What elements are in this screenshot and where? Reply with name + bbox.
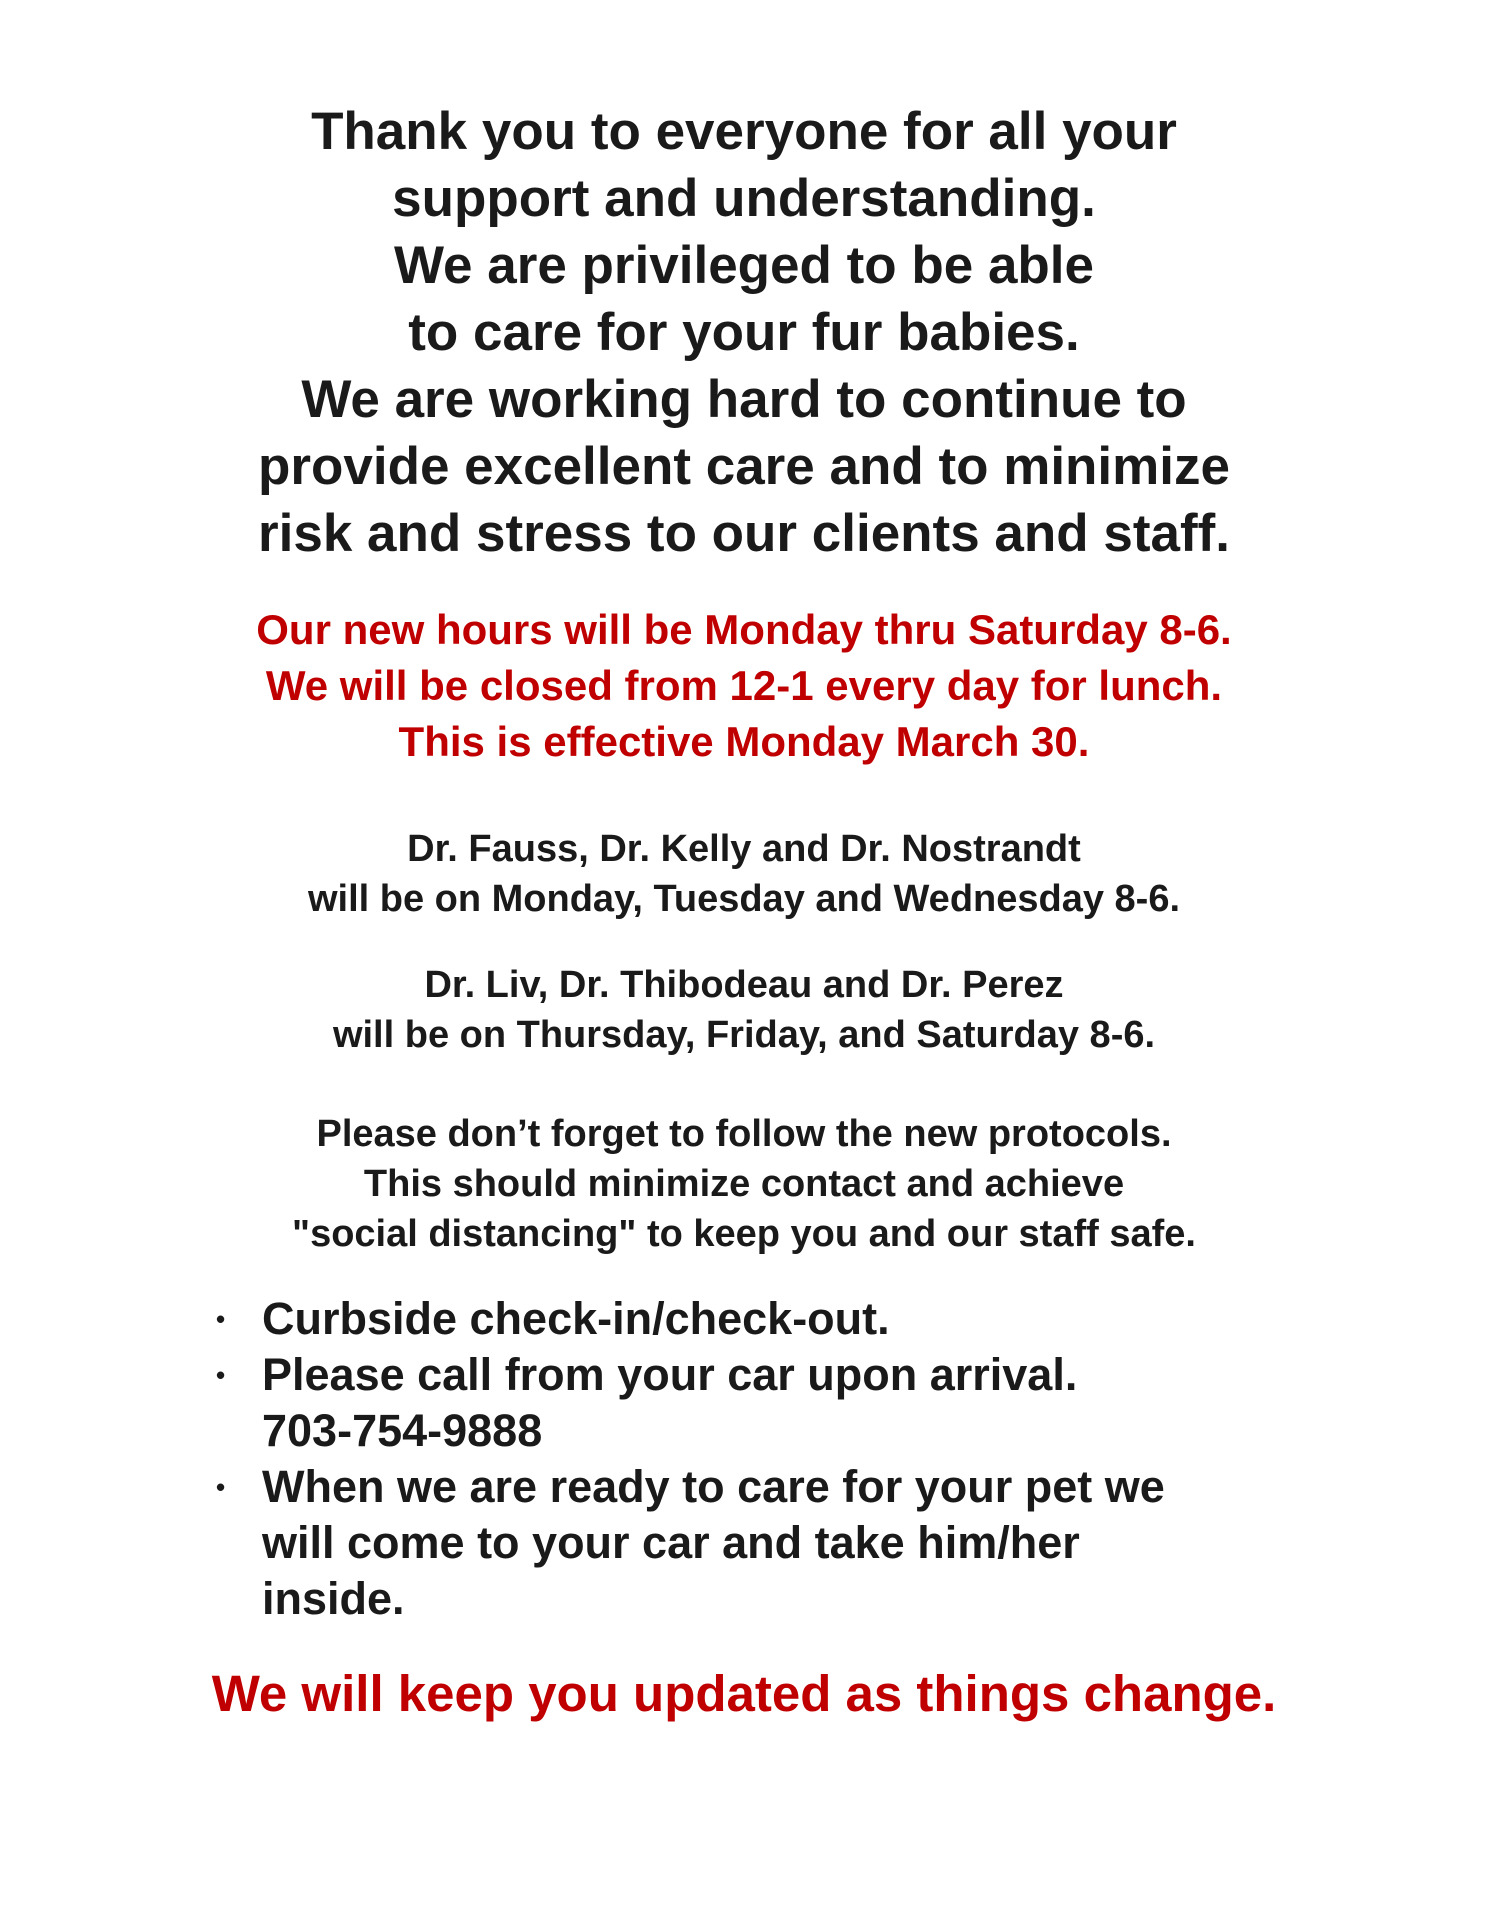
protocols-line: This should minimize contact and achieve bbox=[363, 1163, 1125, 1205]
protocols-line: "social distancing" to keep you and our staff safe. bbox=[292, 1213, 1196, 1255]
list-item-text: will come to your car and take him/her bbox=[262, 1517, 1080, 1568]
intro-line: We are working hard to continue to bbox=[301, 370, 1187, 429]
intro-line: support and understanding. bbox=[392, 169, 1096, 228]
intro-line: Thank you to everyone for all your bbox=[311, 102, 1177, 161]
closing-message: We will keep you updated as things change. bbox=[211, 1665, 1277, 1722]
list-item-text: When we are ready to care for your pet we bbox=[262, 1461, 1165, 1512]
bullet-icon: • bbox=[216, 1360, 226, 1390]
new-hours-notice bbox=[0, 602, 1488, 770]
doctor-names: Dr. Liv, Dr. Thibodeau and Dr. Perez bbox=[424, 964, 1064, 1006]
hours-line: This is effective Monday March 30. bbox=[398, 718, 1090, 765]
hours-line: We will be closed from 12-1 every day for lunch. bbox=[265, 662, 1223, 709]
intro-line: provide excellent care and to minimize bbox=[258, 437, 1230, 496]
protocols-line: Please don’t forget to follow the new protocols. bbox=[316, 1113, 1172, 1155]
list-item bbox=[216, 1347, 1296, 1459]
intro-line: to care for your fur babies. bbox=[408, 303, 1080, 362]
intro-message bbox=[0, 98, 1488, 567]
protocol-list bbox=[216, 1291, 1296, 1627]
list-item bbox=[216, 1291, 1296, 1347]
list-item-text: Curbside check-in/check-out. bbox=[262, 1293, 890, 1344]
list-item-text: Please call from your car upon arrival. bbox=[262, 1349, 1078, 1400]
hours-line: Our new hours will be Monday thru Saturday 8-6. bbox=[256, 606, 1232, 653]
list-item-text: inside. bbox=[262, 1573, 405, 1624]
protocols-message bbox=[0, 1109, 1488, 1259]
doctor-days: will be on Monday, Tuesday and Wednesday 8-6. bbox=[307, 878, 1181, 920]
doctor-names: Dr. Fauss, Dr. Kelly and Dr. Nostrandt bbox=[407, 828, 1081, 870]
doctor-days: will be on Thursday, Friday, and Saturday 8-6. bbox=[332, 1014, 1156, 1056]
doctor-schedule-group-2 bbox=[0, 960, 1488, 1060]
bullet-icon: • bbox=[216, 1472, 226, 1502]
intro-line: We are privileged to be able bbox=[393, 236, 1095, 295]
intro-line: risk and stress to our clients and staff. bbox=[258, 504, 1230, 563]
list-item bbox=[216, 1459, 1296, 1627]
doctor-schedule-group-1 bbox=[0, 824, 1488, 924]
phone-number: 703-754-9888 bbox=[262, 1405, 543, 1456]
bullet-icon: • bbox=[216, 1304, 226, 1334]
